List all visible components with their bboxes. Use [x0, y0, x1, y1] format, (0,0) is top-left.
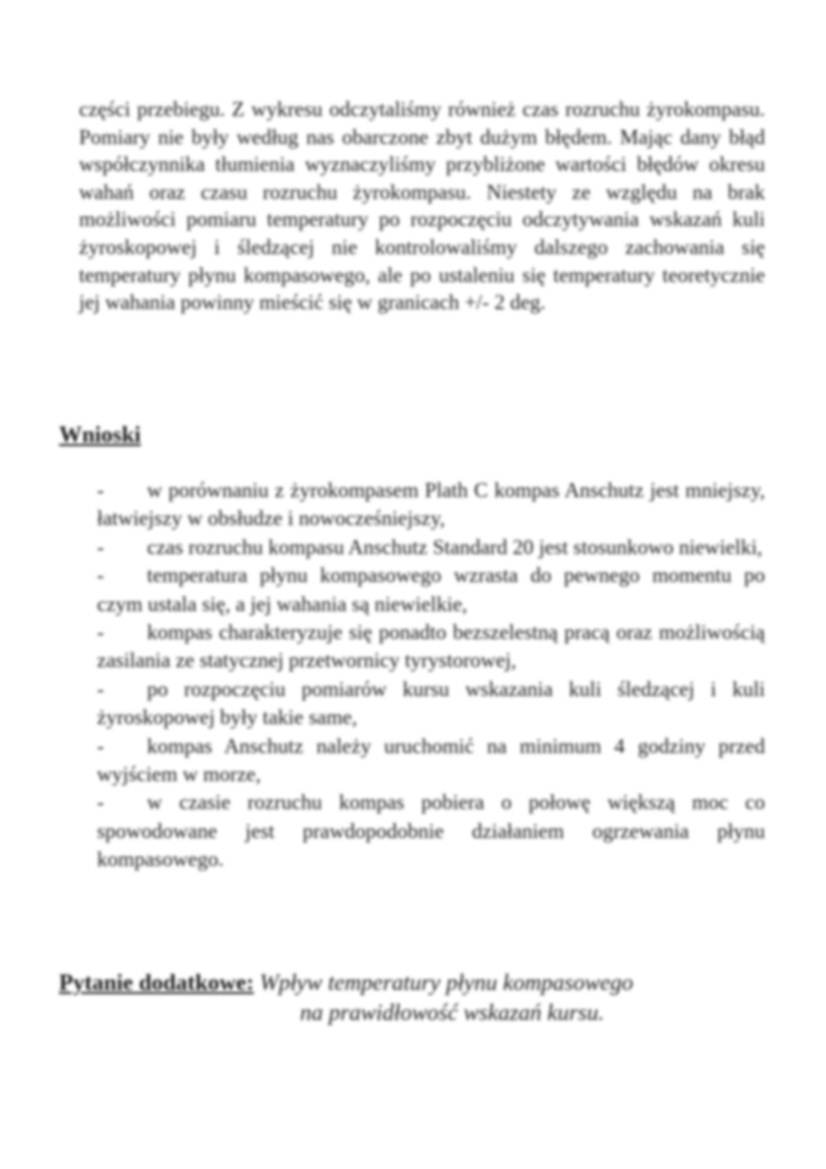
conclusion-item: - w porównaniu z żyrokompasem Plath C kompas Anschutz jest mniejszy, łatwiejszy w obsłudze i nowocześniejszy, [97, 478, 765, 531]
extra-question-text-line2: na prawidłowość wskazań kursu. [300, 1000, 605, 1025]
conclusions-heading: Wnioski [59, 422, 141, 447]
extra-question-text-line1: Wpływ temperatury płynu kompasowego [259, 970, 634, 995]
conclusion-item: - kompas Anschutz należy uruchomić na minimum 4 godziny przed wyjściem w morze, [97, 733, 765, 787]
body-paragraph: części przebiegu. Z wykresu odczytaliśmy również czas rozruchu żyrokompasu. Pomiary nie były według nas obarczone zbyt dużym błędem. Mając dany błąd współczynnika tłumienia wyznaczyliśmy przybliżone wartości błędów okresu wahań oraz czasu rozruchu żyrokompasu. Niestety ze względu na brak możliwości pomiaru temperatury po rozpoczęciu odczytywania wskazań kuli żyroskopowej i śledzącej nie kontrolowaliśmy dalszego zachowania się temperatury płynu kompasowego, ale po ustaleniu się temperatury teoretycznie jej wahania powinny mieścić się w granicach +/- 2 deg. [79, 97, 765, 315]
conclusion-item: - w czasie rozruchu kompas pobiera o połowę większą moc co spowodowane jest prawdopodobnie działaniem ogrzewania płynu kompasowego. [97, 790, 765, 872]
conclusion-item: - po rozpoczęciu pomiarów kursu wskazania kuli śledzącej i kuli żyroskopowej były takie same, [97, 676, 765, 730]
extra-question-label: Pytanie dodatkowe: [59, 970, 254, 995]
conclusion-item: - czas rozruchu kompasu Anschutz Standard 20 jest stosunkowo niewielki, [97, 534, 763, 559]
conclusion-item: - temperatura płynu kompasowego wzrasta do pewnego momentu po czym ustala się, a jej wahania są niewielkie, [97, 563, 765, 616]
extra-question [59, 968, 779, 1028]
conclusions-list [97, 476, 765, 874]
conclusion-item: - kompas charakteryzuje się ponadto bezszelestną pracą oraz możliwością zasilania ze statycznej przetwornicy tyrystorowej, [97, 620, 765, 673]
